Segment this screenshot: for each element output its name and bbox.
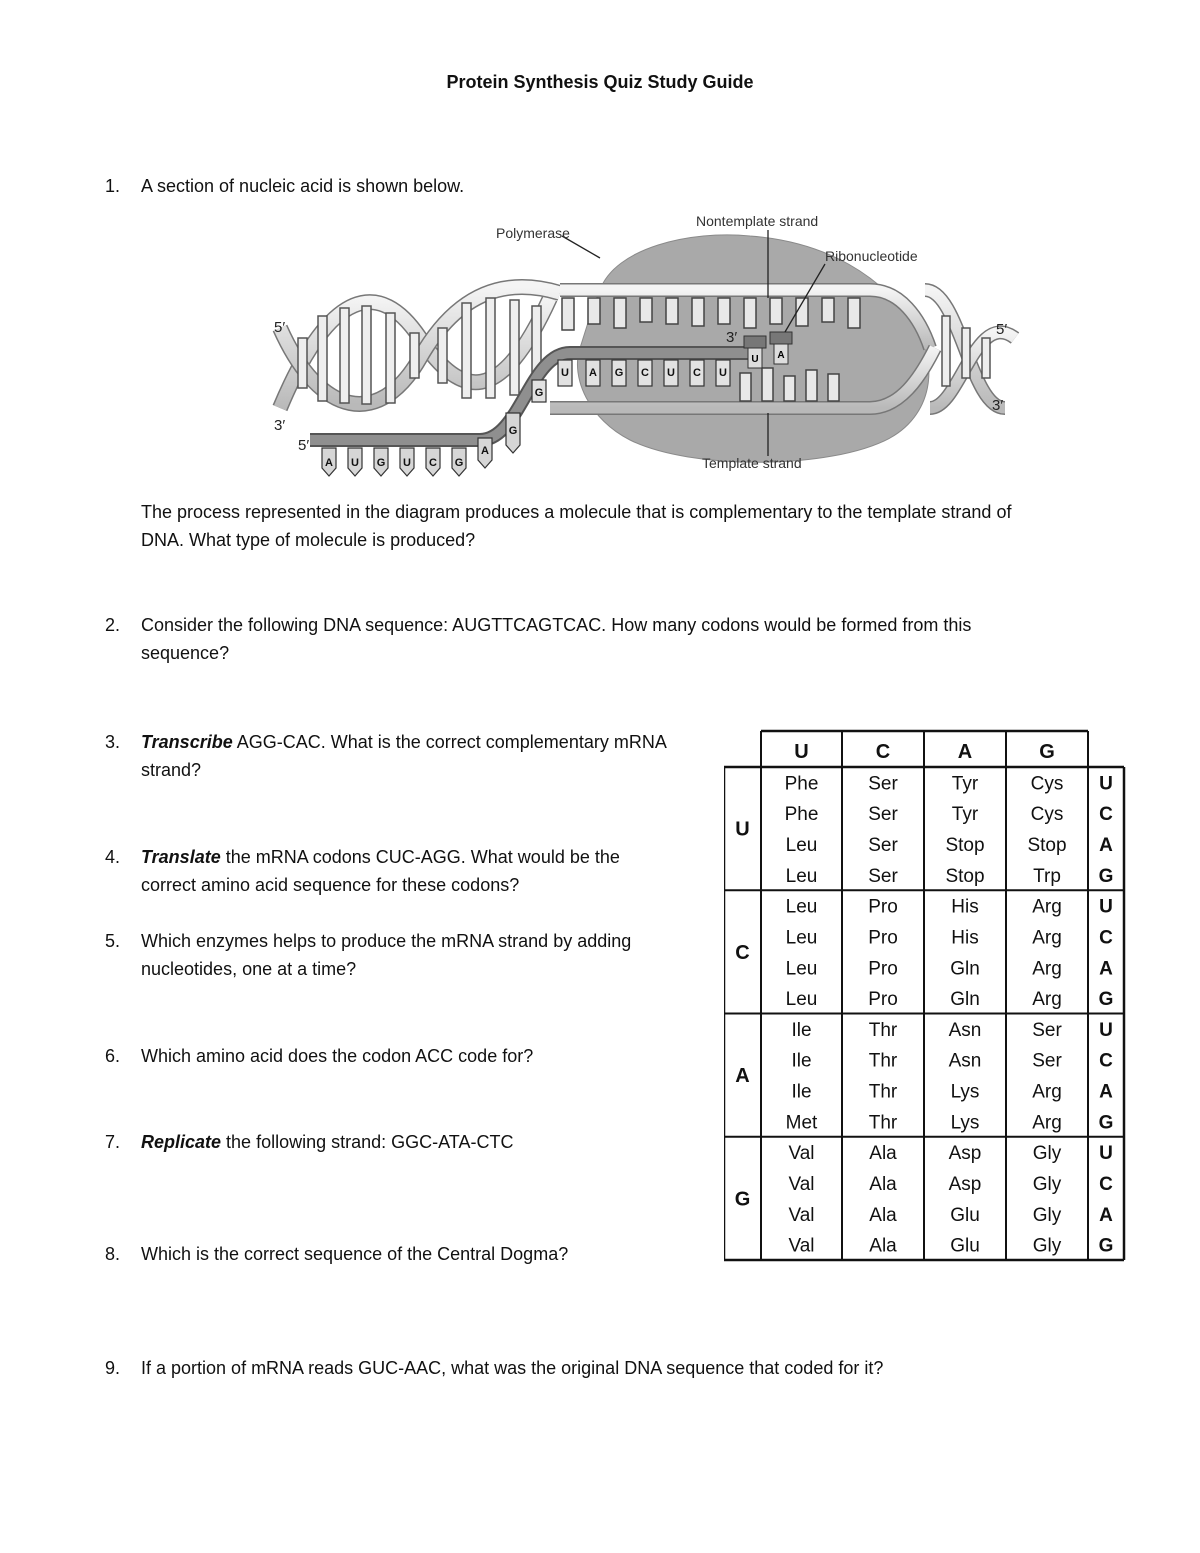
question-verb: Replicate	[141, 1132, 222, 1152]
rna-base: U	[403, 457, 411, 469]
question-text-line: strand?	[141, 760, 202, 780]
amino-acid-cell: Stop	[945, 865, 985, 887]
amino-acid-cell: His	[951, 927, 979, 949]
third-letter-label: C	[1099, 1050, 1113, 1072]
amino-acid-cell: Ile	[791, 1050, 812, 1072]
paired-base: C	[693, 367, 701, 379]
third-letter-label: U	[1099, 1143, 1113, 1165]
three-prime-right-label: 3′	[992, 397, 1004, 414]
amino-acid-cell: Thr	[868, 1081, 898, 1103]
amino-acid-cell: Ala	[869, 1173, 897, 1195]
amino-acid-cell: Phe	[784, 804, 819, 826]
amino-acid-cell: Asn	[948, 1019, 982, 1041]
second-letter-header: A	[957, 741, 973, 763]
amino-acid-cell: His	[951, 896, 979, 918]
rna-base: C	[429, 457, 437, 469]
amino-acid-cell: Arg	[1032, 896, 1062, 918]
amino-acid-cell: Ser	[868, 804, 898, 826]
left-helix	[280, 287, 560, 408]
amino-acid-cell: Ala	[869, 1143, 897, 1165]
third-letter-label: G	[1098, 1112, 1114, 1134]
third-letter-label: G	[1098, 1235, 1114, 1257]
amino-acid-cell: Leu	[785, 989, 818, 1011]
rna-base: G	[376, 457, 386, 469]
amino-acid-cell: Ser	[868, 773, 898, 795]
amino-acid-cell: Thr	[868, 1050, 898, 1072]
amino-acid-cell: Val	[788, 1173, 815, 1195]
question-4	[105, 843, 705, 899]
amino-acid-cell: Stop	[1027, 835, 1067, 857]
amino-acid-cell: Ala	[869, 1235, 897, 1257]
question-verb: Transcribe	[141, 732, 233, 752]
amino-acid-cell: Thr	[868, 1019, 898, 1041]
amino-acid-cell: Ser	[868, 835, 898, 857]
third-letter-label: C	[1099, 1173, 1113, 1195]
amino-acid-cell: Asp	[948, 1143, 982, 1165]
five-prime-rna-label: 5′	[298, 437, 310, 454]
amino-acid-cell: Leu	[785, 896, 818, 918]
question-text-line: The process represented in the diagram produces a molecule that is complementary to the template strand of	[141, 502, 1012, 522]
amino-acid-cell: Leu	[785, 958, 818, 980]
amino-acid-cell: Tyr	[951, 804, 979, 826]
incoming-base: A	[777, 350, 785, 361]
incoming-base: U	[751, 354, 759, 365]
amino-acid-cell: Phe	[784, 773, 819, 795]
amino-acid-cell: Ala	[869, 1204, 897, 1226]
amino-acid-cell: Gly	[1032, 1235, 1062, 1257]
paired-base: G	[534, 387, 544, 399]
amino-acid-cell: Pro	[868, 927, 898, 949]
amino-acid-cell: Asp	[948, 1173, 982, 1195]
transcription-diagram	[270, 208, 1030, 484]
question-number: 4.	[105, 847, 121, 867]
amino-acid-cell: Cys	[1030, 804, 1064, 826]
question-7	[105, 1128, 705, 1156]
first-letter-label: G	[734, 1188, 751, 1211]
amino-acid-cell: Ser	[868, 865, 898, 887]
third-letter-label: A	[1099, 958, 1113, 980]
question-text: If a portion of mRNA reads GUC-AAC, what was the original DNA sequence that coded for it?	[141, 1358, 884, 1378]
amino-acid-cell: Leu	[785, 927, 818, 949]
amino-acid-cell: Met	[785, 1112, 818, 1134]
paired-base: U	[561, 367, 569, 379]
polymerase-label: Polymerase	[496, 225, 570, 241]
question-text: Which is the correct sequence of the Central Dogma?	[141, 1244, 569, 1264]
amino-acid-cell: Arg	[1032, 1112, 1062, 1134]
second-letter-header: C	[875, 741, 891, 763]
question-number: 3.	[105, 732, 121, 752]
question-text-line: correct amino acid sequence for these codons?	[141, 875, 520, 895]
paired-base: A	[589, 367, 597, 379]
rna-base: G	[508, 425, 518, 437]
first-letter-label: A	[735, 1065, 750, 1088]
amino-acid-cell: Pro	[868, 989, 898, 1011]
question-number: 1.	[105, 176, 121, 196]
amino-acid-cell: Stop	[945, 835, 985, 857]
paired-base: G	[614, 367, 624, 379]
amino-acid-cell: Gln	[950, 989, 980, 1011]
five-prime-left-label: 5′	[274, 319, 286, 336]
five-prime-right-label: 5′	[996, 321, 1008, 338]
question-3	[105, 728, 705, 784]
amino-acid-cell: Leu	[785, 835, 818, 857]
third-letter-label: U	[1099, 896, 1113, 918]
amino-acid-cell: Gly	[1032, 1173, 1062, 1195]
amino-acid-cell: Arg	[1032, 1081, 1062, 1103]
question-number: 6.	[105, 1046, 121, 1066]
third-letter-label: A	[1099, 835, 1113, 857]
amino-acid-cell: Trp	[1033, 865, 1061, 887]
rna-base: G	[454, 457, 464, 469]
question-2	[105, 611, 1105, 667]
amino-acid-cell: Ile	[791, 1081, 812, 1103]
question-6	[105, 1042, 705, 1070]
paired-base: U	[719, 367, 727, 379]
paired-base: U	[667, 367, 675, 379]
amino-acid-cell: Asn	[948, 1050, 982, 1072]
question-text: A section of nucleic acid is shown below.	[141, 176, 465, 196]
first-letter-label: C	[735, 941, 750, 964]
third-letter-label: A	[1099, 1081, 1113, 1103]
third-letter-label: C	[1099, 927, 1113, 949]
question-9	[105, 1354, 1105, 1382]
question-text-line: AGG-CAC. What is the correct complementary mRNA	[232, 732, 667, 752]
question-text-line: sequence?	[141, 643, 230, 663]
amino-acid-cell: Glu	[950, 1204, 980, 1226]
third-letter-label: U	[1099, 1019, 1113, 1041]
third-letter-label: A	[1099, 1204, 1113, 1226]
first-letter-label: U	[735, 818, 750, 841]
question-text-line: Consider the following DNA sequence: AUGTTCAGTCAC. How many codons would be formed from this	[141, 615, 972, 635]
question-text-line: the following strand: GGC-ATA-CTC	[221, 1132, 514, 1152]
question-1-prompt	[141, 498, 1121, 554]
third-letter-label: G	[1098, 989, 1114, 1011]
amino-acid-cell: Pro	[868, 896, 898, 918]
paired-base: C	[641, 367, 649, 379]
template-label: Template strand	[702, 455, 802, 471]
nontemplate-label: Nontemplate strand	[696, 213, 819, 229]
question-5	[105, 927, 705, 983]
amino-acid-cell: Val	[788, 1235, 815, 1257]
amino-acid-cell: Ser	[1032, 1050, 1062, 1072]
amino-acid-cell: Glu	[950, 1235, 980, 1257]
page-title: Protein Synthesis Quiz Study Guide	[446, 72, 754, 92]
amino-acid-cell: Val	[788, 1204, 815, 1226]
question-number: 5.	[105, 931, 121, 951]
rna-base: A	[325, 457, 333, 469]
three-prime-left-label: 3′	[274, 417, 286, 434]
second-letter-header: G	[1039, 741, 1055, 763]
question-text-line: the mRNA codons CUC-AGG. What would be the	[220, 847, 620, 867]
question-8	[105, 1240, 705, 1268]
question-verb: Translate	[141, 847, 221, 867]
right-helix	[925, 290, 1015, 408]
amino-acid-cell: Gly	[1032, 1143, 1062, 1165]
question-text: Which amino acid does the codon ACC code for?	[141, 1046, 534, 1066]
third-letter-label: U	[1099, 773, 1113, 795]
question-text-line: DNA. What type of molecule is produced?	[141, 530, 476, 550]
question-number: 9.	[105, 1358, 121, 1378]
amino-acid-cell: Ile	[791, 1019, 812, 1041]
amino-acid-cell: Arg	[1032, 958, 1062, 980]
second-letter-header: U	[794, 741, 809, 763]
amino-acid-cell: Gly	[1032, 1204, 1062, 1226]
amino-acid-cell: Pro	[868, 958, 898, 980]
question-number: 7.	[105, 1132, 121, 1152]
question-number: 8.	[105, 1244, 121, 1264]
amino-acid-cell: Tyr	[951, 773, 979, 795]
amino-acid-cell: Lys	[950, 1112, 980, 1134]
amino-acid-cell: Arg	[1032, 989, 1062, 1011]
amino-acid-cell: Val	[788, 1143, 815, 1165]
question-1	[105, 172, 1105, 200]
question-text-line: Which enzymes helps to produce the mRNA strand by adding	[141, 931, 632, 951]
rna-base: A	[481, 445, 489, 457]
three-prime-rna-label: 3′	[726, 329, 738, 346]
amino-acid-cell: Leu	[785, 865, 818, 887]
ribonucleotide-label: Ribonucleotide	[825, 248, 918, 264]
question-text-line: nucleotides, one at a time?	[141, 959, 357, 979]
third-letter-label: C	[1099, 804, 1113, 826]
third-letter-label: G	[1098, 865, 1114, 887]
rna-base: U	[351, 457, 359, 469]
amino-acid-cell: Thr	[868, 1112, 898, 1134]
amino-acid-cell: Cys	[1030, 773, 1064, 795]
codon-table	[724, 729, 1126, 1262]
amino-acid-cell: Arg	[1032, 927, 1062, 949]
amino-acid-cell: Lys	[950, 1081, 980, 1103]
question-number: 2.	[105, 615, 121, 635]
amino-acid-cell: Ser	[1032, 1019, 1062, 1041]
amino-acid-cell: Gln	[950, 958, 980, 980]
